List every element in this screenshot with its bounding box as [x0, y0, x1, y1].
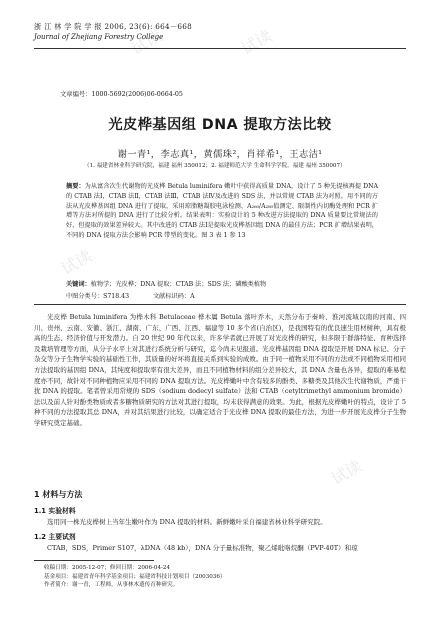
journal-header [34, 22, 414, 42]
keywords-text: 植物学；光皮桦；DNA 提取；CTAB 法；SDS 法；磷酸类植物 [90, 281, 267, 288]
watermark: 试读 [237, 26, 276, 59]
affiliations: （1. 福建省林业科学研究院，福建 福州 350012；2. 福建师范大学 生命科学学院，福建 福州 350007） [84, 163, 346, 169]
introduction-paragraph: 光皮桦 Betula luminifera 为桦木科 Betulaceae 桦木属 Betula 落叶乔木，天然分布于秦岭、淮河流域以南的河南、四川、贵州、云南、安徽、浙江、湖南、广东、广西、江西、福建等 10 多个省(自治区)，是我国特有的优良速生用材树种，具有极高的生态、经济价值与开发潜力。自 20 世纪 90 年代以来，许多学者就已开展了对光皮桦的研究，但多限于群落特征、育种选择及栽培管理等方面，从分子水平上对其进行系统分析与研究，迄今尚未见报道。光皮桦基因组 DNA 提取是开展 DNA 标记、分子杂交等分子生物学实验的基础性工作，其质量的好坏将直接关系到实验的成败。由于同一植物采用不同的方法或不同植物采用相同方法提取的基因组 DNA，其纯度和提取率有很大差异，而且不同植物材料的组分差异较大，其 DNA 含量也各异，提取的难易程度亦不同，故针对不同种植物应采用不同的 DNA 提取方法。光皮桦嫩叶中含有较多的酚类、多糖类及其他次生代谢物质，严重干扰 DNA 的提取。笔者曾采用常规的 SDS（sodium dodecyl sulfate）法和 CTAB（cetyltrimethyl ammonium bromide）法以及前人针对酚类物质或者多糖物质研究的方法对其进行提取，均未获得满意的效果。为此，根据光皮桦嫩叶的特点，设计了 5 种不同的方法提取其总 DNA，并对其结果进行比较，以确定适合于光皮桦 DNA 提取的最佳方法，为进一步开展光皮桦分子生物学研究奠定基础。 [34, 313, 406, 427]
keywords [66, 280, 378, 290]
header-rule [34, 48, 406, 49]
document-code: 文献标识码：A [152, 293, 195, 300]
watermark: 试读 [57, 246, 96, 279]
abstract-text: 为从富含次生代谢物的光皮桦 Betula luminifera 嫩叶中获得高质量 DNA，设计了 5 种先提核再提 DNA 的 CTAB 法Ⅰ，CTAB 法Ⅱ，CTAB 法Ⅲ，CTAB 法Ⅳ及改进的 SDS 法，并以常规 CTAB 法为对照。用不同的方法从光皮桦基因组 DNA 进行了提取，采用琼脂糖凝胶电泳检测、A₂₆₀/A₂₈₀值测定、限制性内切酶处理和 PCR 扩增等方法对所提的 DNA 进行了比较分析。结果表明：实验设计的 5 种改进方法提取的 DNA 质量要比常规法的好，但提取的效果差异较大。其中改进的 CTAB 法Ⅰ是提取光皮桦基因组 DNA 的最佳方法；PCR 扩增结果表明，不同的 DNA 提取方法会影响 PCR 带型的变化。图 3 表 1 参 13 [66, 183, 378, 239]
footnote-rule [34, 560, 154, 561]
watermark: 试读 [127, 26, 166, 59]
watermark: 试读 [327, 456, 366, 489]
clc-number: 中图分类号：S718.43 [66, 293, 130, 300]
abstract [66, 182, 378, 241]
abstract-label: 摘要： [66, 183, 85, 190]
footnote-received: 收稿日期：2005-12-07；修回日期：2006-04-24 [44, 565, 171, 571]
authors: 谢一青¹，李志真¹，黄儒珠²，肖祥希¹，王志洁¹ [117, 149, 323, 160]
paper-title: 光皮桦基因组 DNA 提取方法比较 [108, 117, 332, 133]
keywords-label: 关键词： [66, 281, 91, 288]
journal-info: 浙 江 林 学 院 学 报 2006, 23(6): 664－668 [34, 22, 193, 31]
subsection-heading-materials: 1.1 实验材料 [34, 507, 76, 515]
journal-english-title: Journal of Zhejiang Forestry College [34, 33, 164, 41]
materials-paragraph: 选用同一株光皮桦树上当年生嫩叶作为 DNA 提取的材料。新鲜嫩叶采自福建省林业科学研究院。 [47, 518, 327, 526]
classification [66, 292, 217, 302]
article-id: 文章编号：1000-5692(2006)06-0664-05 [60, 91, 183, 98]
section-heading-materials-methods: 1 材料与方法 [34, 490, 83, 499]
footnote-author: 作者简介：谢一青，工程师，从事林木遗传育种研究。 [44, 582, 179, 589]
section-rule [34, 304, 406, 305]
footnote-funding: 基金项目：福建省青年科学基金项目；福建省科技计划项目（2003036） [44, 573, 226, 580]
reagents-paragraph: CTAB，SDS，Primer S107，λDNA（48 kb），DNA 分子量标准物，聚乙烯吡咯烷酮（PVP-40T）和琼 [47, 544, 358, 552]
footnotes [44, 564, 404, 590]
subsection-heading-reagents: 1.2 主要试剂 [34, 533, 76, 541]
